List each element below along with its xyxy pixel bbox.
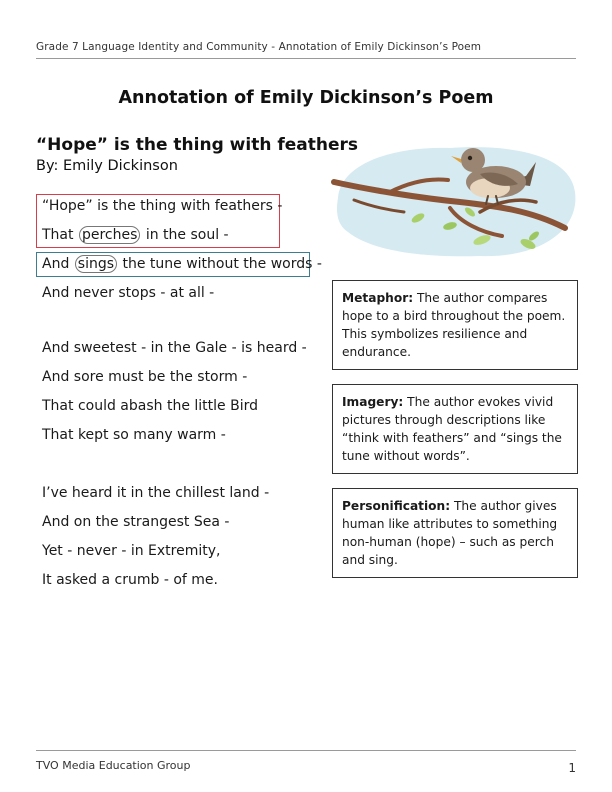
running-header: Grade 7 Language Identity and Community - Annotation of Emily Dickinson’s Poem (36, 41, 482, 53)
poem-line-text: in the soul - (141, 227, 229, 243)
note-text: The author evokes vivid pictures through descriptions like “think with feathers” and “sings the tune without words”. (342, 395, 562, 463)
poem-line-text: And (42, 256, 74, 272)
footer-divider (36, 750, 576, 751)
circled-word: perches (79, 226, 140, 244)
poem-line: And on the strangest Sea - (42, 514, 230, 530)
note-text: The author compares hope to a bird throughout the poem. This symbolizes resilience and endurance. (342, 291, 566, 359)
poem-title: “Hope” is the thing with feathers (36, 135, 358, 155)
page-number: 1 (568, 761, 576, 775)
circled-word: sings (75, 255, 117, 273)
poem-line (42, 227, 229, 243)
page-title: Annotation of Emily Dickinson’s Poem (118, 88, 494, 108)
poem-line: And sweetest - in the Gale - is heard - (42, 340, 307, 356)
poem-line-text: the tune without the words - (118, 256, 322, 272)
imagery-note (332, 384, 578, 474)
poem-line: Yet - never - in Extremity, (42, 543, 221, 559)
poem-line (42, 256, 322, 272)
note-term: Personification: (342, 499, 451, 513)
poem-line: “Hope” is the thing with feathers - (42, 198, 283, 214)
bird-on-branch-icon (330, 140, 578, 260)
note-term: Imagery: (342, 395, 404, 409)
metaphor-note (332, 280, 578, 370)
poem-line: And sore must be the storm - (42, 369, 248, 385)
poem-author: By: Emily Dickinson (36, 158, 178, 174)
personification-note (332, 488, 578, 578)
poem-line: I’ve heard it in the chillest land - (42, 485, 270, 501)
header-divider (36, 58, 576, 59)
poem-line: And never stops - at all - (42, 285, 215, 301)
footer-organization: TVO Media Education Group (36, 759, 191, 772)
note-text: The author gives human like attributes to something non-human (hope) – such as perch and sing. (342, 499, 558, 567)
poem-line: That could abash the little Bird (42, 398, 258, 414)
poem-line: That kept so many warm - (42, 427, 226, 443)
poem-line-text: That (42, 227, 78, 243)
poem-line: It asked a crumb - of me. (42, 572, 218, 588)
note-term: Metaphor: (342, 291, 414, 305)
